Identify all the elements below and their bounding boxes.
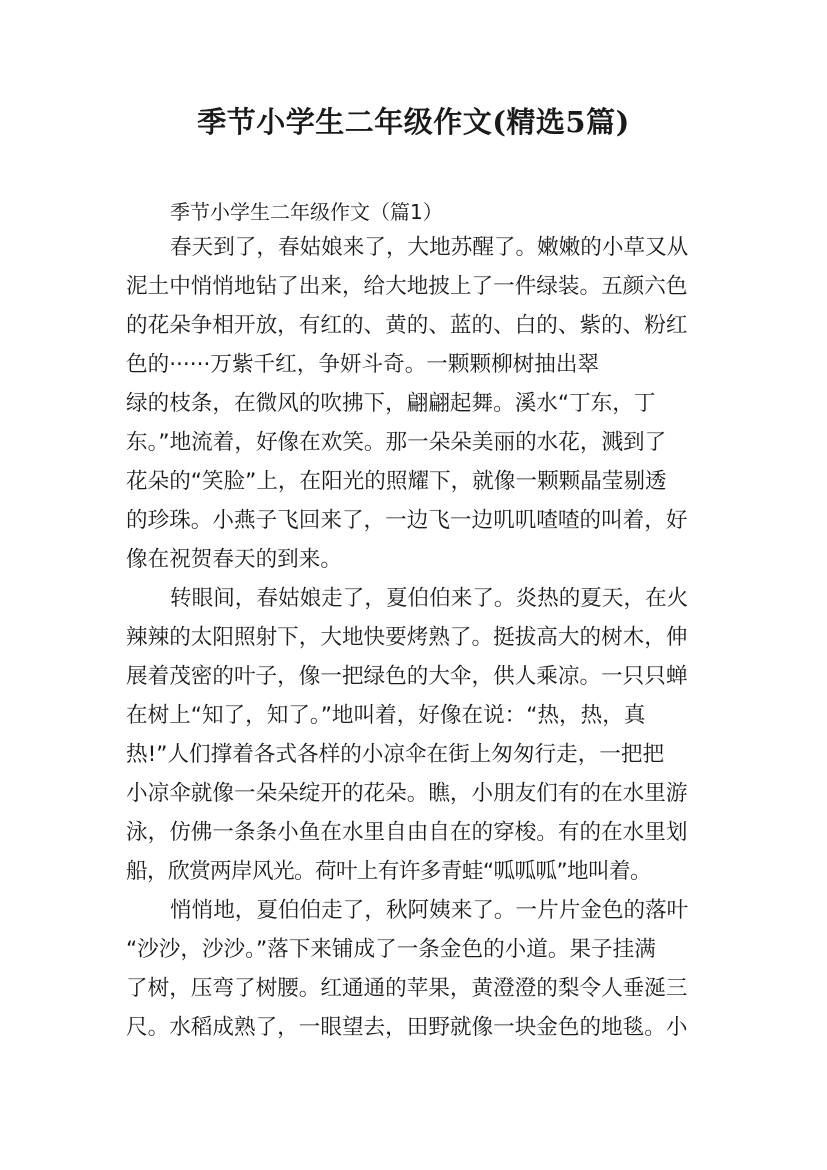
paragraph-line: 的珍珠。小燕子飞回来了，一边飞一边叽叽喳喳的叫着，好 [126,508,688,533]
paragraph-line: 春天到了，春姑娘来了，大地苏醒了。嫩嫩的小草又从 [170,235,689,260]
paragraph-line: “沙沙，沙沙。”落下来铺成了一条金色的小道。果子挂满 [126,937,656,962]
paragraph-line: 悄悄地，夏伯伯走了，秋阿姨来了。一片片金色的落叶 [170,898,689,923]
paragraph-line: 辣辣的太阳照射下，大地快要烤熟了。挺拔高大的树木，伸 [126,625,688,650]
section-heading: 季节小学生二年级作文（篇1） [170,200,443,224]
paragraph-line: 热!”人们撑着各式各样的小凉伞在街上匆匆行走，一把把 [126,742,665,767]
paragraph-line: 转眼间，春姑娘走了，夏伯伯来了。炎热的夏天，在火 [170,586,689,611]
document-title: 季节小学生二年级作文(精选5篇) [197,105,630,139]
paragraph-line: 的花朵争相开放，有红的、黄的、蓝的、白的、紫的、粉红 [126,313,688,338]
paragraph-line: 泥土中悄悄地钻了出来，给大地披上了一件绿装。五颜六色 [126,274,688,299]
paragraph-line: 花朵的“笑脸”上，在阳光的照耀下，就像一颗颗晶莹剔透 [126,469,667,494]
paragraph-line: 在树上“知了，知了。”地叫着，好像在说：“热，热，真 [126,703,646,728]
paragraph-line: 展着茂密的叶子，像一把绿色的大伞，供人乘凉。一只只蝉 [126,664,688,689]
paragraph-line: 色的······万紫千红，争妍斗奇。一颗颗柳树抽出翠 [126,352,600,377]
paragraph-line: 了树，压弯了树腰。红通通的苹果，黄澄澄的梨令人垂涎三 [126,976,688,1001]
paragraph-line: 船，欣赏两岸风光。荷叶上有许多青蛙“呱呱呱”地叫着。 [126,859,652,884]
paragraph-line: 像在祝贺春天的到来。 [126,547,342,572]
paragraph-line: 绿的枝条，在微风的吹拂下，翩翩起舞。溪水“丁东，丁 [126,391,656,416]
paragraph-line: 小凉伞就像一朵朵绽开的花朵。瞧，小朋友们有的在水里游 [126,781,688,806]
paragraph-line: 泳，仿佛一条条小鱼在水里自由自在的穿梭。有的在水里划 [126,820,688,845]
paragraph-line: 尺。水稻成熟了，一眼望去，田野就像一块金色的地毯。小 [126,1015,688,1040]
paragraph-line: 东。”地流着，好像在欢笑。那一朵朵美丽的水花，溅到了 [126,430,667,455]
